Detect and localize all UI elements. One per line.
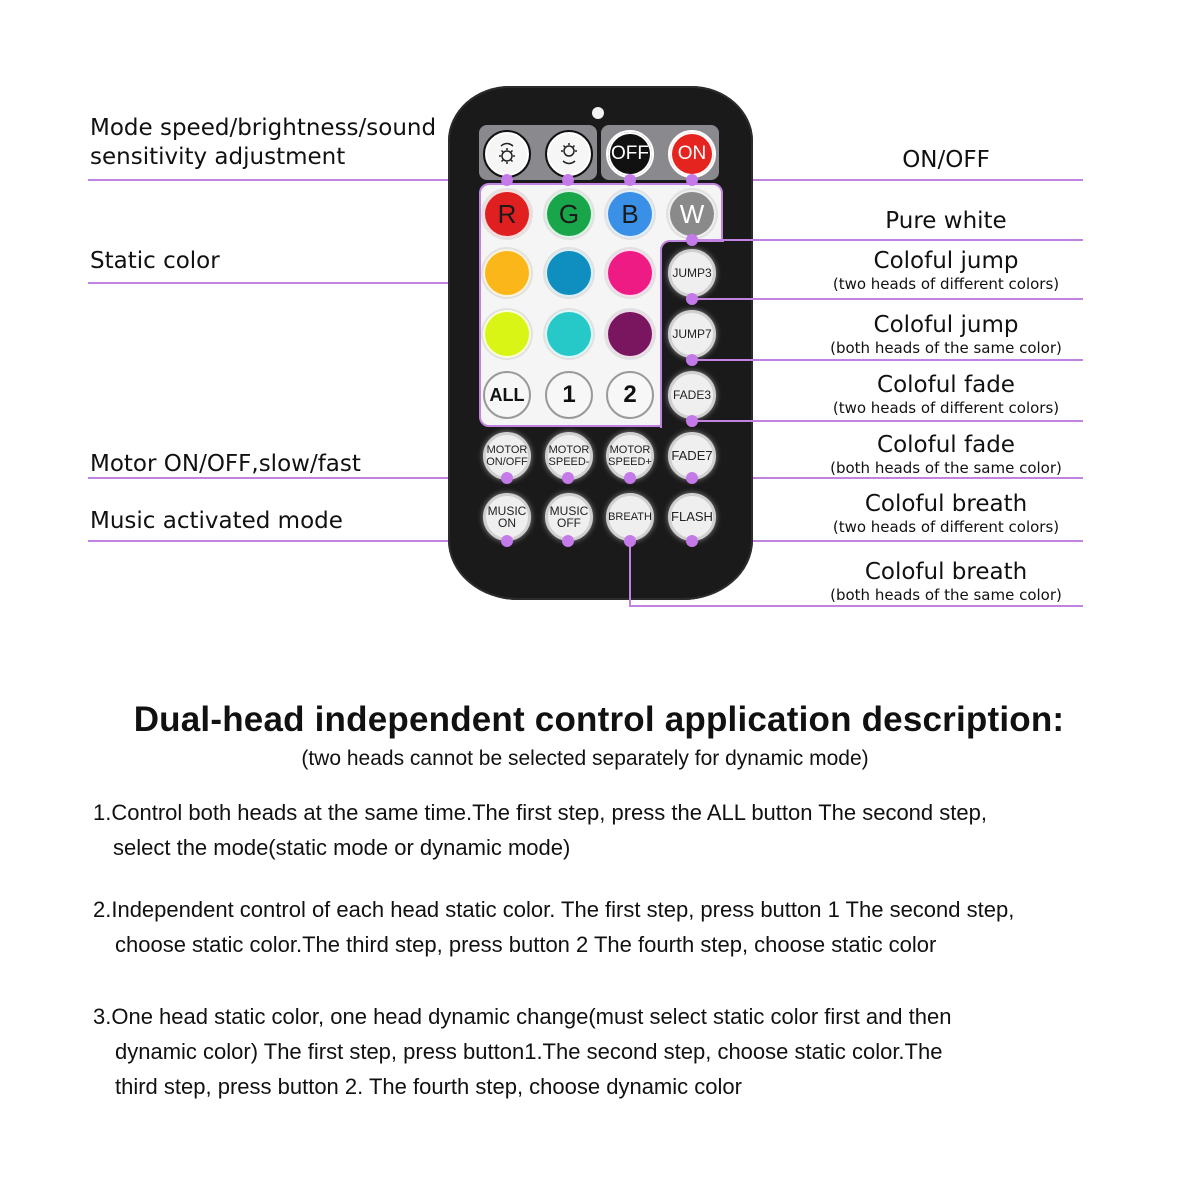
music-on-line2: ON	[497, 516, 516, 530]
label-on-off	[808, 147, 1084, 174]
connector-dot	[562, 174, 574, 186]
label-static-color: Static color	[90, 248, 220, 274]
on-button[interactable]	[668, 130, 716, 178]
label-jump3-sub: (two heads of different colors)	[832, 275, 1060, 293]
leader-line-jump7	[692, 359, 1083, 361]
connector-dot	[624, 472, 636, 484]
description-item-3	[93, 999, 951, 1104]
label-breath	[808, 559, 1084, 604]
color-button-teal-blue[interactable]	[545, 249, 593, 297]
jump7-label: JUMP7	[672, 327, 712, 341]
label-jump7-main: Coloful jump	[873, 312, 1019, 338]
connector-dot	[686, 472, 698, 484]
leader-line-static-color	[88, 282, 480, 284]
label-fade3-sub: (two heads of different colors)	[832, 399, 1060, 417]
off-button[interactable]	[606, 130, 654, 178]
label-pure-white	[808, 208, 1084, 235]
description-subtitle: (two heads cannot be selected separately for dynamic mode)	[301, 747, 869, 770]
color-button-purple[interactable]	[606, 310, 654, 358]
description-item-2-line2: choose static color.The third step, press button 2 The fourth step, choose static color	[115, 932, 937, 957]
music-on-label	[488, 505, 527, 529]
label-motor: Motor ON/OFF,slow/fast	[90, 451, 361, 477]
label-breath-main: Coloful breath	[864, 559, 1028, 585]
label-jump3-main: Coloful jump	[873, 248, 1019, 274]
connector-dot	[501, 472, 513, 484]
description-item-1	[93, 795, 987, 865]
jump3-button[interactable]	[668, 249, 716, 297]
label-mode-speed-line2: sensitivity adjustment	[90, 144, 346, 170]
mode-down-button[interactable]	[545, 130, 593, 178]
ir-emitter-icon	[592, 107, 604, 119]
description-item-3-line2: dynamic color) The first step, press button1.The second step, choose static color.The	[115, 1039, 943, 1064]
label-flash-sub: (two heads of different colors)	[832, 518, 1060, 536]
motor-on-off-line1: MOTOR	[486, 444, 528, 456]
label-mode-speed-line1: Mode speed/brightness/sound	[90, 115, 437, 141]
blue-button[interactable]	[606, 190, 654, 238]
connector-dot	[624, 535, 636, 547]
connector-dot	[686, 415, 698, 427]
flash-label: FLASH	[671, 509, 713, 524]
description-item-1-line2: select the mode(static mode or dynamic mode)	[113, 835, 571, 860]
color-button-cyan[interactable]	[545, 310, 593, 358]
head-2-button[interactable]	[606, 371, 654, 419]
label-mode-speed	[90, 114, 436, 172]
music-on-line1: MUSIC	[487, 504, 527, 518]
connector-dot	[562, 472, 574, 484]
description-item-3-line3: third step, press button 2. The fourth step, choose dynamic color	[115, 1074, 742, 1099]
connector-dot	[501, 174, 513, 186]
label-breath-sub: (both heads of the same color)	[830, 586, 1062, 604]
motor-on-off-label	[486, 444, 528, 468]
label-fade7	[808, 432, 1084, 477]
leader-line-breath	[629, 605, 1083, 607]
brightness-down-icon	[554, 139, 584, 169]
label-fade3	[808, 372, 1084, 417]
connector-dot	[686, 174, 698, 186]
motor-speed-down-line2: SPEED-	[548, 456, 590, 468]
motor-speed-up-label	[608, 444, 652, 468]
motor-speed-up-line1: MOTOR	[609, 444, 651, 456]
description-item-1-line1: 1.Control both heads at the same time.The first step, press the ALL button The second step,	[93, 800, 987, 825]
connector-dot	[686, 234, 698, 246]
color-button-pink[interactable]	[606, 249, 654, 297]
flash-button[interactable]	[668, 493, 716, 541]
green-button[interactable]	[545, 190, 593, 238]
green-button-label: G	[558, 198, 580, 229]
label-on-off-text: ON/OFF	[902, 147, 990, 173]
brightness-up-icon	[492, 139, 522, 169]
motor-speed-down-label	[549, 444, 590, 468]
motor-speed-down-line1: MOTOR	[548, 444, 590, 456]
description-item-2-line1: 2.Independent control of each head static color. The first step, press button 1 The second step,	[93, 897, 1015, 922]
on-button-label: ON	[677, 143, 707, 164]
label-jump7	[808, 312, 1084, 357]
description-item-2	[93, 892, 1014, 962]
label-flash-main: Coloful breath	[864, 491, 1028, 517]
fade3-button[interactable]	[668, 371, 716, 419]
description-title: Dual-head independent control application description:	[133, 700, 1065, 739]
motor-on-off-line2: ON/OFF	[486, 456, 528, 468]
connector-dot	[686, 535, 698, 547]
label-flash	[808, 491, 1084, 536]
connector-dot	[501, 535, 513, 547]
music-off-button[interactable]	[545, 493, 593, 541]
jump7-button[interactable]	[668, 310, 716, 358]
breath-label: BREATH	[608, 511, 652, 523]
music-off-line1: MUSIC	[549, 504, 589, 518]
music-off-label	[550, 505, 589, 529]
all-button-label: ALL	[489, 384, 525, 405]
white-button-label: W	[679, 198, 705, 229]
label-jump7-sub: (both heads of the same color)	[830, 339, 1062, 357]
leader-line-fade3	[692, 420, 1083, 422]
leader-line-jump3	[692, 298, 1083, 300]
connector-dot	[686, 354, 698, 366]
head-1-button-label: 1	[562, 381, 576, 408]
connector-dot	[562, 535, 574, 547]
white-button[interactable]	[668, 190, 716, 238]
music-on-button[interactable]	[483, 493, 531, 541]
fade3-label: FADE3	[672, 388, 711, 402]
description-item-3-line1: 3.One head static color, one head dynamic change(must select static color first and then	[93, 1004, 952, 1029]
mode-up-button[interactable]	[483, 130, 531, 178]
red-button-label: R	[497, 198, 517, 229]
jump3-label: JUMP3	[672, 266, 712, 280]
leader-line-pure-white	[692, 239, 1083, 241]
color-button-orange[interactable]	[483, 249, 531, 297]
label-music: Music activated mode	[90, 508, 343, 534]
head-2-button-label: 2	[623, 381, 637, 408]
off-button-label: OFF	[611, 143, 649, 164]
label-jump3	[808, 248, 1084, 293]
label-pure-white-text: Pure white	[885, 208, 1007, 234]
red-button[interactable]	[483, 190, 531, 238]
all-button[interactable]	[483, 371, 531, 419]
motor-speed-up-line2: SPEED+	[608, 456, 652, 468]
leader-line-breath-vertical	[629, 540, 631, 606]
music-off-line2: OFF	[556, 516, 581, 530]
connector-dot	[624, 174, 636, 186]
label-fade7-sub: (both heads of the same color)	[830, 459, 1062, 477]
breath-button[interactable]	[606, 493, 654, 541]
color-button-lime[interactable]	[483, 310, 531, 358]
blue-button-label: B	[621, 198, 639, 229]
fade7-label: FADE7	[671, 448, 713, 463]
connector-dot	[686, 293, 698, 305]
label-fade7-main: Coloful fade	[877, 432, 1015, 458]
label-fade3-main: Coloful fade	[877, 372, 1015, 398]
head-1-button[interactable]	[545, 371, 593, 419]
